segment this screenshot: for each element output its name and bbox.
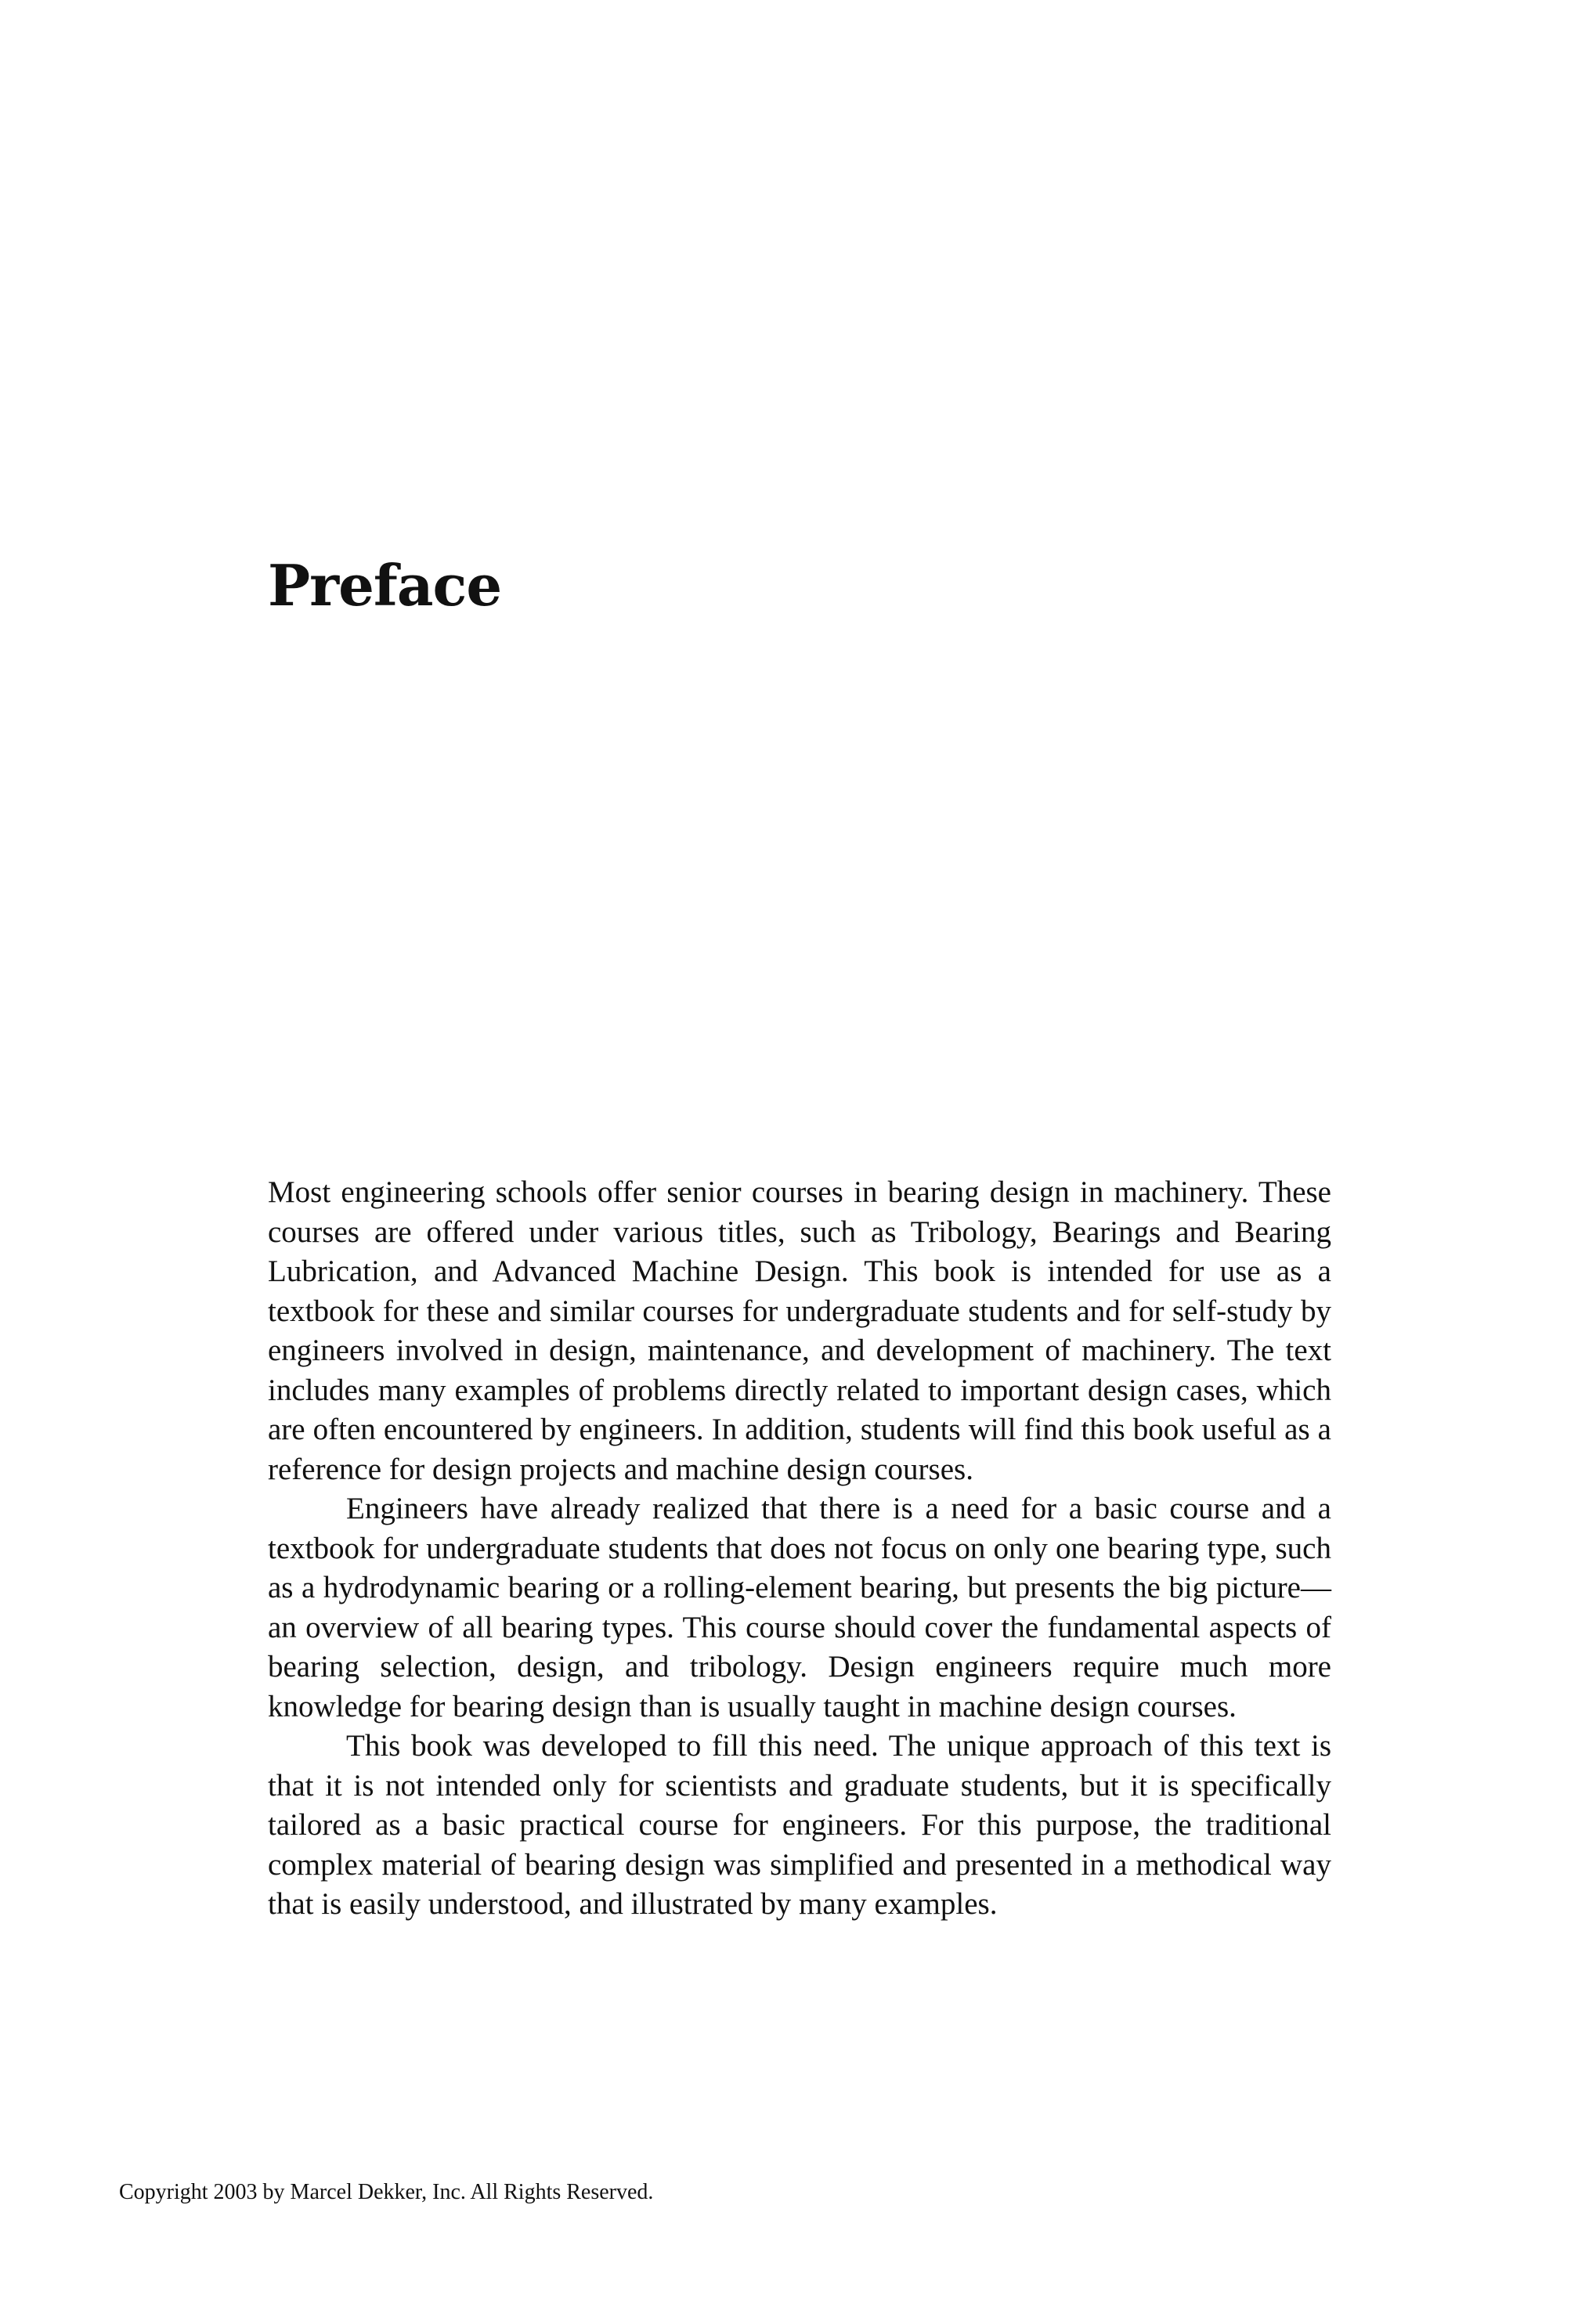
- copyright-notice: Copyright 2003 by Marcel Dekker, Inc. All Rights Reserved.: [119, 2180, 654, 2204]
- paragraph-3: This book was developed to fill this need. The unique approach of this text is that it is not intended only for scientists and graduate students, but it is specifically tailored as a basic practical course for engineers. For this purpose, the traditional complex material of bearing design was simplified and presented in a methodical way that is easily understood, and illustrated by many examples.: [268, 1729, 1331, 1921]
- paragraph-2: Engineers have already realized that there is a need for a basic course and a textbook for undergraduate students that does not focus on only one bearing type, such as a hydrodynamic bearing or a rolling-element bearing, but presents the big picture—an overview of all bearing types. This course should cover the fundamental aspects of bearing selection, design, and tribology. Design engineers require much more knowledge for bearing design than is usually taught in machine design courses.: [268, 1492, 1331, 1723]
- preface-body: [268, 1173, 1331, 1925]
- page-title: Preface: [268, 552, 502, 619]
- paragraph-1: Most engineering schools offer senior courses in bearing design in machinery. These courses are offered under various titles, such as Tribology, Bearings and Bearing Lubrication, and Advanced Machine Design. This book is intended for use as a textbook for these and similar courses for undergraduate students and for self-study by engineers involved in design, maintenance, and development of machinery. The text includes many examples of problems directly related to important design cases, which are often encountered by engineers. In addition, students will find this book useful as a reference for design projects and machine design courses.: [268, 1175, 1331, 1486]
